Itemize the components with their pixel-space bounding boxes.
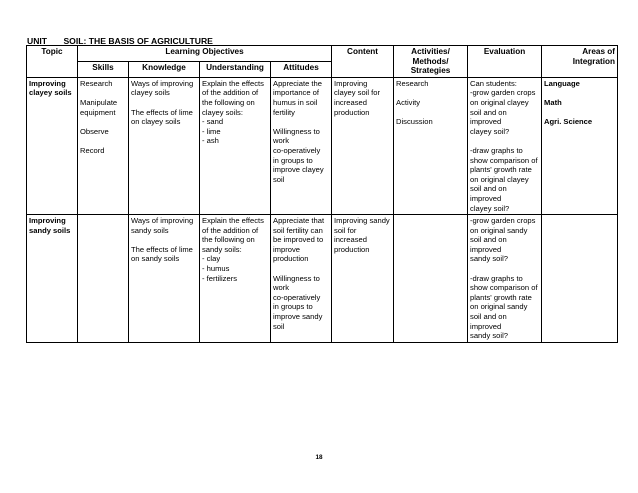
cell-line: fertility xyxy=(273,107,295,117)
cell-line: of the addition of xyxy=(202,88,259,98)
cell-content xyxy=(332,215,394,343)
cell-line: - ash xyxy=(202,136,219,146)
cell-line: importance of xyxy=(273,88,320,98)
cell-line xyxy=(544,88,615,98)
cell-line: clayey soils xyxy=(131,88,170,98)
col-learning-objectives: Learning Objectives xyxy=(78,46,332,62)
cell-line: Explain the effects xyxy=(202,78,264,88)
cell-line: Explain the effects xyxy=(202,216,264,226)
cell-line: improve xyxy=(273,244,301,254)
col-integration-line: Areas of xyxy=(582,47,616,56)
col-activities-line: Activities/ xyxy=(411,47,450,56)
cell-line: sandy soils xyxy=(29,225,71,235)
cell-line: increased xyxy=(334,235,367,245)
cell-line: Ways of improving xyxy=(131,78,194,88)
cell-line: Activity xyxy=(396,97,421,107)
cell-line: Appreciate that xyxy=(273,216,325,226)
cell-line: plants' growth rate xyxy=(470,292,532,302)
cell-line: soil and on improved xyxy=(470,235,507,254)
cell-line: plants' growth rate xyxy=(470,165,532,175)
cell-line: - fertilizers xyxy=(202,273,238,283)
cell-line: Improving xyxy=(29,78,66,88)
cell-skills xyxy=(78,215,129,343)
cell-activities xyxy=(394,215,468,343)
cell-line: -draw graphs to xyxy=(470,145,523,155)
col-activities-line: Strategies xyxy=(410,66,451,76)
cell-knowledge xyxy=(129,77,200,214)
lesson-plan-table xyxy=(26,45,618,343)
cell-line: Improving sandy xyxy=(334,216,390,226)
cell-line: improve sandy xyxy=(273,312,323,322)
col-attitudes: Attitudes xyxy=(271,61,332,77)
cell-line: clayey soil? xyxy=(470,203,510,213)
cell-line: in groups to xyxy=(273,155,313,165)
cell-line: increased xyxy=(334,97,367,107)
col-topic: Topic xyxy=(27,46,78,78)
cell-line: production xyxy=(334,244,370,254)
cell-line: The effects of lime xyxy=(131,244,193,254)
cell-line: sandy soil? xyxy=(470,331,509,341)
cell-line: in groups to xyxy=(273,302,313,312)
cell-line: - sand xyxy=(202,117,224,127)
col-evaluation: Evaluation xyxy=(468,46,542,78)
cell-line: on original sandy xyxy=(470,302,528,312)
cell-understanding xyxy=(200,215,271,343)
cell-line: Can students: xyxy=(470,78,517,88)
cell-line: work xyxy=(273,136,290,146)
cell-line: soil xyxy=(273,321,285,331)
col-knowledge: Knowledge xyxy=(129,61,200,77)
col-activities xyxy=(394,46,468,78)
cell-line: - clay xyxy=(202,254,221,264)
cell-line xyxy=(273,264,329,274)
cell-line: clayey soil? xyxy=(470,126,510,136)
cell-line xyxy=(396,88,465,98)
cell-evaluation xyxy=(468,215,542,343)
cell-line: show comparison of xyxy=(470,155,538,165)
cell-line xyxy=(131,98,197,108)
cell-knowledge xyxy=(129,215,200,343)
cell-line xyxy=(470,136,539,146)
cell-line: the following on xyxy=(202,97,255,107)
cell-integration xyxy=(542,215,618,343)
page-number: 18 xyxy=(315,454,323,461)
cell-line xyxy=(80,136,126,146)
cell-line: Discussion xyxy=(396,117,433,127)
cell-content xyxy=(332,77,394,214)
cell-line: - lime xyxy=(202,126,221,136)
cell-line: The effects of lime xyxy=(131,107,193,117)
cell-line xyxy=(470,264,539,274)
cell-line: on original clayey xyxy=(470,97,529,107)
cell-topic xyxy=(27,215,78,343)
unit-title: SOIL: THE BASIS OF AGRICULTURE xyxy=(63,36,213,46)
cell-line: production xyxy=(273,254,309,264)
cell-line: on sandy soils xyxy=(131,254,180,264)
cell-line xyxy=(273,117,329,127)
col-integration-line: Integration xyxy=(572,56,616,66)
cell-line: equipment xyxy=(80,107,116,117)
cell-line xyxy=(544,108,615,118)
cell-integration xyxy=(542,77,618,214)
cell-line: the following on xyxy=(202,235,255,245)
cell-line: soil fertility can xyxy=(273,225,323,235)
cell-line: sandy soil? xyxy=(470,254,509,264)
cell-line: soil and on improved xyxy=(470,107,507,127)
cell-line: Math xyxy=(544,97,562,107)
cell-line xyxy=(396,108,465,118)
cell-line: on original clayey xyxy=(470,174,529,184)
cell-line: Observe xyxy=(80,126,109,136)
cell-line: - humus xyxy=(202,264,230,274)
cell-line: Improving xyxy=(29,216,66,226)
col-skills: Skills xyxy=(78,61,129,77)
cell-line: -grow garden crops xyxy=(470,88,536,98)
cell-line: show comparison of xyxy=(470,283,538,293)
cell-line: soil and on improved xyxy=(470,312,507,331)
cell-line: sandy soils: xyxy=(202,244,242,254)
cell-evaluation xyxy=(468,77,542,214)
cell-line: -grow garden crops xyxy=(470,216,536,226)
cell-line xyxy=(80,88,126,98)
cell-line: Improving xyxy=(334,78,368,88)
cell-line: clayey soils: xyxy=(202,107,243,117)
cell-line: -draw graphs to xyxy=(470,273,523,283)
cell-line: on clayey soils xyxy=(131,117,181,127)
cell-understanding xyxy=(200,77,271,214)
table-row xyxy=(27,77,618,214)
cell-line: humus in soil xyxy=(273,97,318,107)
col-integration xyxy=(542,46,618,78)
cell-line: on original sandy xyxy=(470,225,528,235)
unit-label: UNIT xyxy=(27,36,48,46)
cell-line: co-operatively xyxy=(273,292,321,302)
table-row xyxy=(27,215,618,343)
cell-line: Record xyxy=(80,145,105,155)
cell-line: Willingness to xyxy=(273,273,320,283)
cell-line: of the addition of xyxy=(202,225,259,235)
cell-skills xyxy=(78,77,129,214)
cell-line: Research xyxy=(396,78,429,88)
cell-line: be improved to xyxy=(273,235,324,245)
cell-line: soil and on improved xyxy=(470,184,507,203)
cell-line: Appreciate the xyxy=(273,78,322,88)
col-content: Content xyxy=(332,46,394,78)
cell-line xyxy=(80,117,126,127)
cell-line: Language xyxy=(544,78,580,88)
col-understanding: Understanding xyxy=(200,61,271,77)
cell-line: Manipulate xyxy=(80,97,118,107)
cell-line: co-operatively xyxy=(273,145,321,155)
cell-line: soil for xyxy=(334,225,357,235)
cell-line: Research xyxy=(80,78,113,88)
cell-line: Willingness to xyxy=(273,126,320,136)
cell-topic xyxy=(27,77,78,214)
cell-line: clayey soil for xyxy=(334,88,381,98)
col-activities-line: Methods/ xyxy=(412,56,449,66)
cell-line: clayey soils xyxy=(29,88,72,98)
cell-activities xyxy=(394,77,468,214)
cell-attitudes xyxy=(271,215,332,343)
cell-line: Ways of improving xyxy=(131,216,194,226)
cell-line: soil xyxy=(273,174,285,184)
cell-line: Agri. Science xyxy=(544,117,593,127)
cell-line xyxy=(131,235,197,245)
cell-line: improve clayey xyxy=(273,165,324,175)
cell-line: sandy soils xyxy=(131,225,169,235)
cell-line: production xyxy=(334,107,370,117)
cell-attitudes xyxy=(271,77,332,214)
cell-line: work xyxy=(273,283,290,293)
